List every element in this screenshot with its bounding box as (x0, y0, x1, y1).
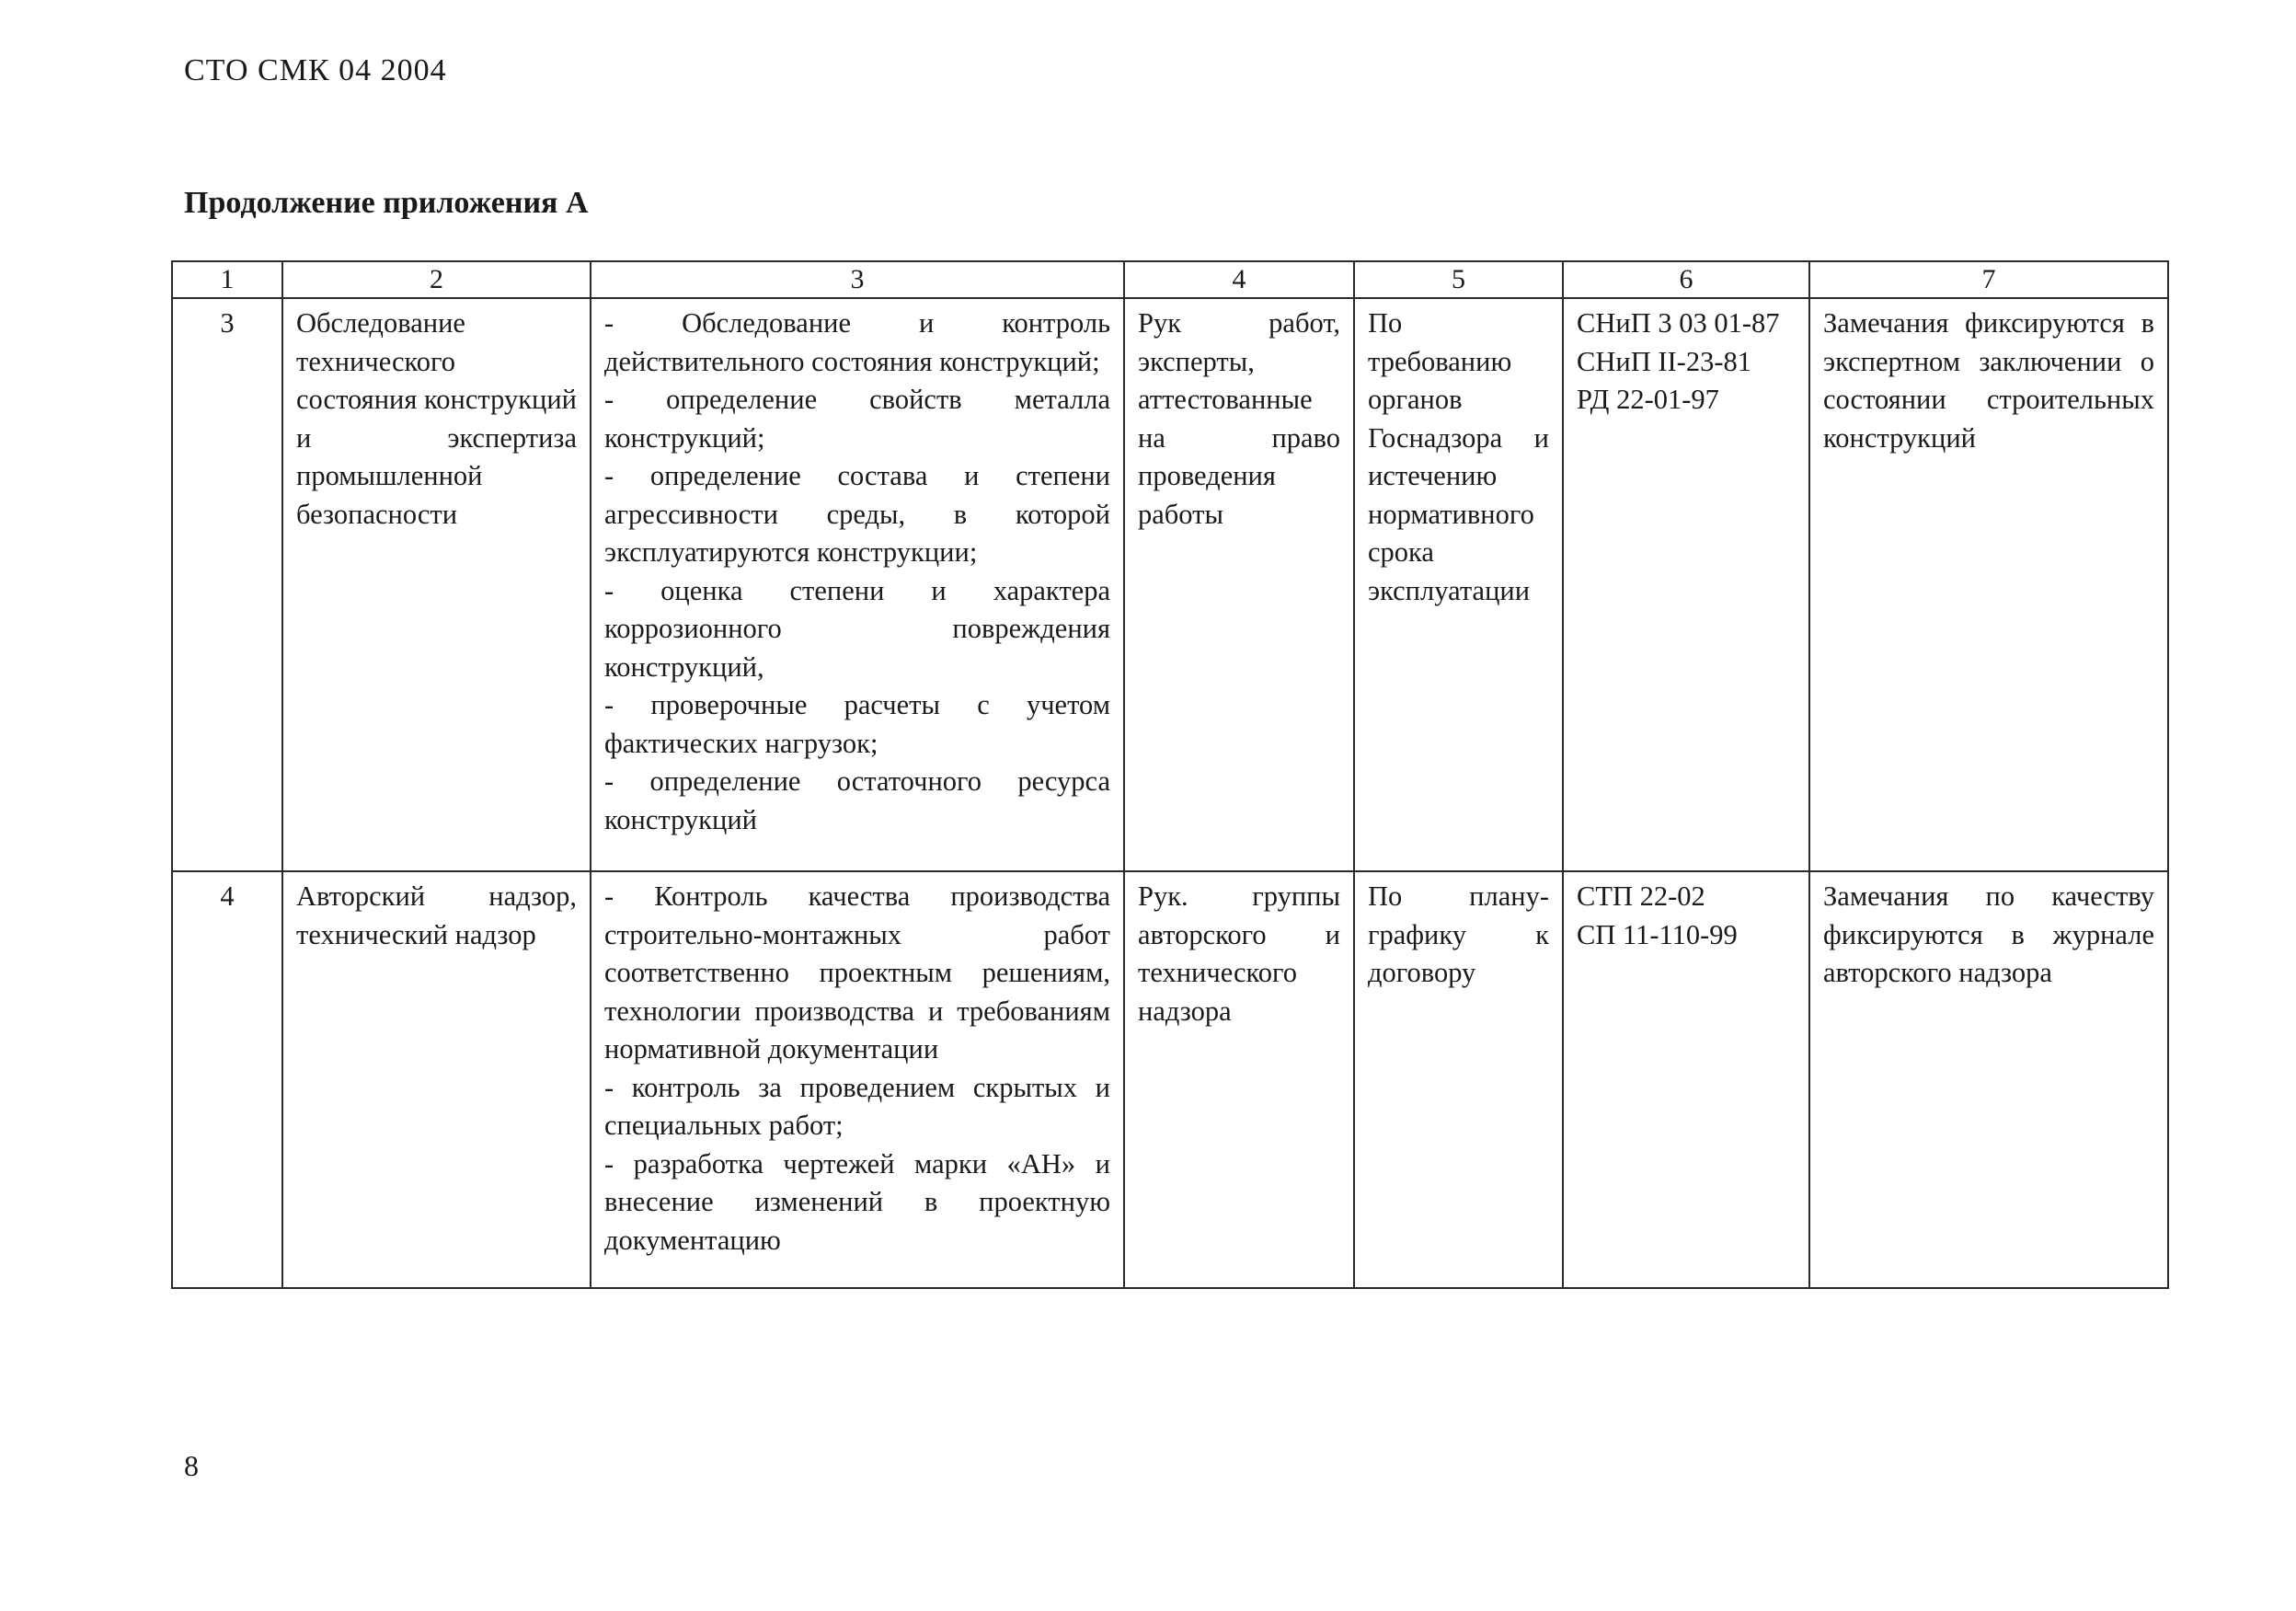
column-header: 6 (1563, 261, 1809, 298)
column-header: 5 (1354, 261, 1563, 298)
work-item: - Обследование и контроль действительного состояния конструкций; (604, 307, 1110, 377)
row-number: 4 (172, 871, 282, 1288)
column-header: 7 (1809, 261, 2168, 298)
work-item: - Контроль качества производства строительно-монтажных работ соответственно проектным решениям, технологии производства и требованиям нормативной документации (604, 880, 1110, 1064)
normative-doc: СП 11-110-99 (1577, 918, 1738, 950)
column-header: 3 (591, 261, 1124, 298)
table-row (172, 298, 2168, 871)
page-number: 8 (184, 1449, 199, 1482)
normative-doc: РД 22-01-97 (1577, 384, 1719, 415)
work-item: - оценка степени и характера коррозионного повреждения конструкций, (604, 574, 1110, 683)
section-title: Продолжение приложения А (184, 186, 589, 220)
work-item: - разработка чертежей марки «АН» и внесение изменений в проектную документацию (604, 1147, 1110, 1256)
normative-doc: СНиП II-23-81 (1577, 345, 1751, 377)
column-header: 1 (172, 261, 282, 298)
period-cell: По требованию органов Госнадзора и истечению нормативного срока эксплуатации (1354, 298, 1563, 871)
annex-table (171, 260, 2169, 1289)
work-item: - определение остаточного ресурса конструкций (604, 765, 1110, 835)
work-item: - контроль за проведением скрытых и специальных работ; (604, 1071, 1110, 1141)
normative-doc: СТП 22-02 (1577, 880, 1705, 912)
normative-doc: СНиП 3 03 01-87 (1577, 307, 1780, 339)
executor-cell: Рук работ, эксперты, аттестованные на право проведения работы (1124, 298, 1354, 871)
work-item: - проверочные расчеты с учетом фактических нагрузок; (604, 689, 1110, 759)
work-name-cell: Обследование технического состояния конструкций и экспертиза промышленной безопасности (282, 298, 591, 871)
column-header: 2 (282, 261, 591, 298)
row-number: 3 (172, 298, 282, 871)
normative-docs-cell (1563, 871, 1809, 1288)
notes-cell: Замечания фиксируются в экспертном заключении о состоянии строительных конструкций (1809, 298, 2168, 871)
executor-cell: Рук. группы авторского и технического надзора (1124, 871, 1354, 1288)
document-code: СТО СМК 04 2004 (184, 53, 447, 87)
work-name-cell: Авторский надзор, технический надзор (282, 871, 591, 1288)
period-cell: По плану-графику к договору (1354, 871, 1563, 1288)
work-item: - определение состава и степени агрессивности среды, в которой эксплуатируются конструкции; (604, 460, 1110, 568)
table-row (172, 871, 2168, 1288)
work-item: - определение свойств металла конструкций; (604, 384, 1110, 454)
column-number-row (172, 261, 2168, 298)
normative-docs-cell (1563, 298, 1809, 871)
work-content-cell (591, 871, 1124, 1288)
notes-cell: Замечания по качеству фиксируются в журнале авторского надзора (1809, 871, 2168, 1288)
column-header: 4 (1124, 261, 1354, 298)
work-content-cell (591, 298, 1124, 871)
